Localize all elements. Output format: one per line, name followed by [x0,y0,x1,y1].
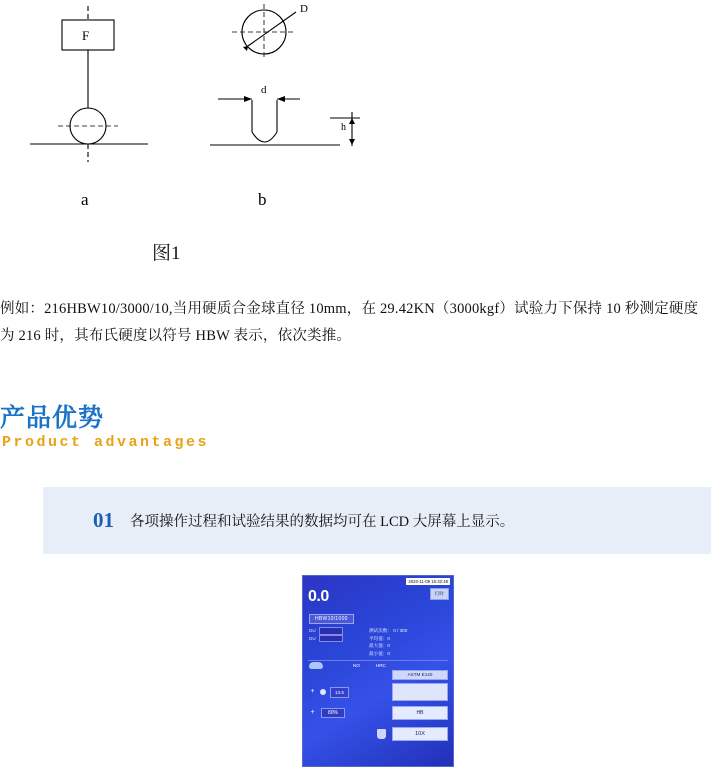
device-mode-no[interactable]: NO [353,663,360,668]
label-force: F [82,28,90,43]
device-field-du2-value[interactable] [319,635,343,643]
device-field-du1-key: DU [309,628,316,634]
device-load-value[interactable]: 13.5 [330,687,349,698]
device-timing-button[interactable]: 打时 [430,588,449,600]
device-reading-value: 0.0 [308,588,329,605]
label-D: D [300,3,308,15]
device-scale-label: HBW10/1000 [309,614,354,624]
label-h: h [341,122,346,133]
device-bottom-row [303,720,453,741]
device-stat-max: 最大值：0 [369,643,390,648]
device-mode-row [303,661,453,669]
device-screen-photo [302,575,454,767]
minus-icon[interactable]: + [310,688,315,695]
device-stat-count: 测试次数： 0 / 300 [369,628,408,633]
section-subtitle: Product advantages [2,434,210,451]
device-unit-button[interactable]: HB [392,706,448,720]
example-paragraph: 例如：216HBW10/3000/10,当用硬质合金球直径 10mm，在 29.42KN（3000kgf）试验力下保持 10 秒测定硬度为 216 时，其布氏硬度以符号 HBW 表示，依次类推。 [0,301,699,344]
figure-caption: 图1 [152,243,181,264]
label-b: b [258,190,267,209]
section-title: 产品优势 [0,404,105,432]
label-d: d [261,84,267,96]
device-result-panel[interactable] [392,683,448,701]
device-datetime: 2020-11-09 16:32:48 [408,579,448,584]
device-stat-min: 最小值：0 [369,650,390,656]
device-left-fields [309,627,365,657]
device-percent-row [303,701,453,720]
device-stats [369,627,441,657]
cloud-icon[interactable] [309,662,323,669]
indicator-dot-icon [320,689,326,695]
device-field-du1 [309,627,365,635]
device-zoom-button[interactable]: 10X [392,727,448,741]
trash-icon[interactable] [377,729,386,739]
device-reading-row [303,586,453,607]
label-a: a [81,190,89,209]
device-mode-hrc[interactable]: HRC [375,663,386,668]
advantage-text: 各项操作过程和试验结果的数据均可在 LCD 大屏幕上显示。 [130,514,515,530]
device-field-du2-key: DU [309,635,316,641]
device-stat-average: 平均值：0 [369,635,390,641]
figure-container [0,0,711,280]
device-info-area [303,625,453,657]
device-status-bar [303,576,453,586]
device-field-du2 [309,635,365,643]
advantage-number: 01 [93,508,114,532]
hardness-test-diagram [0,0,711,280]
plus-icon[interactable]: + [310,709,315,716]
device-standard-button[interactable]: ASTM E140 [392,670,448,680]
device-load-row [303,680,453,701]
device-field-du1-value[interactable] [319,627,343,635]
advantage-item [43,487,711,554]
device-percent-value[interactable]: 80% [321,708,345,718]
